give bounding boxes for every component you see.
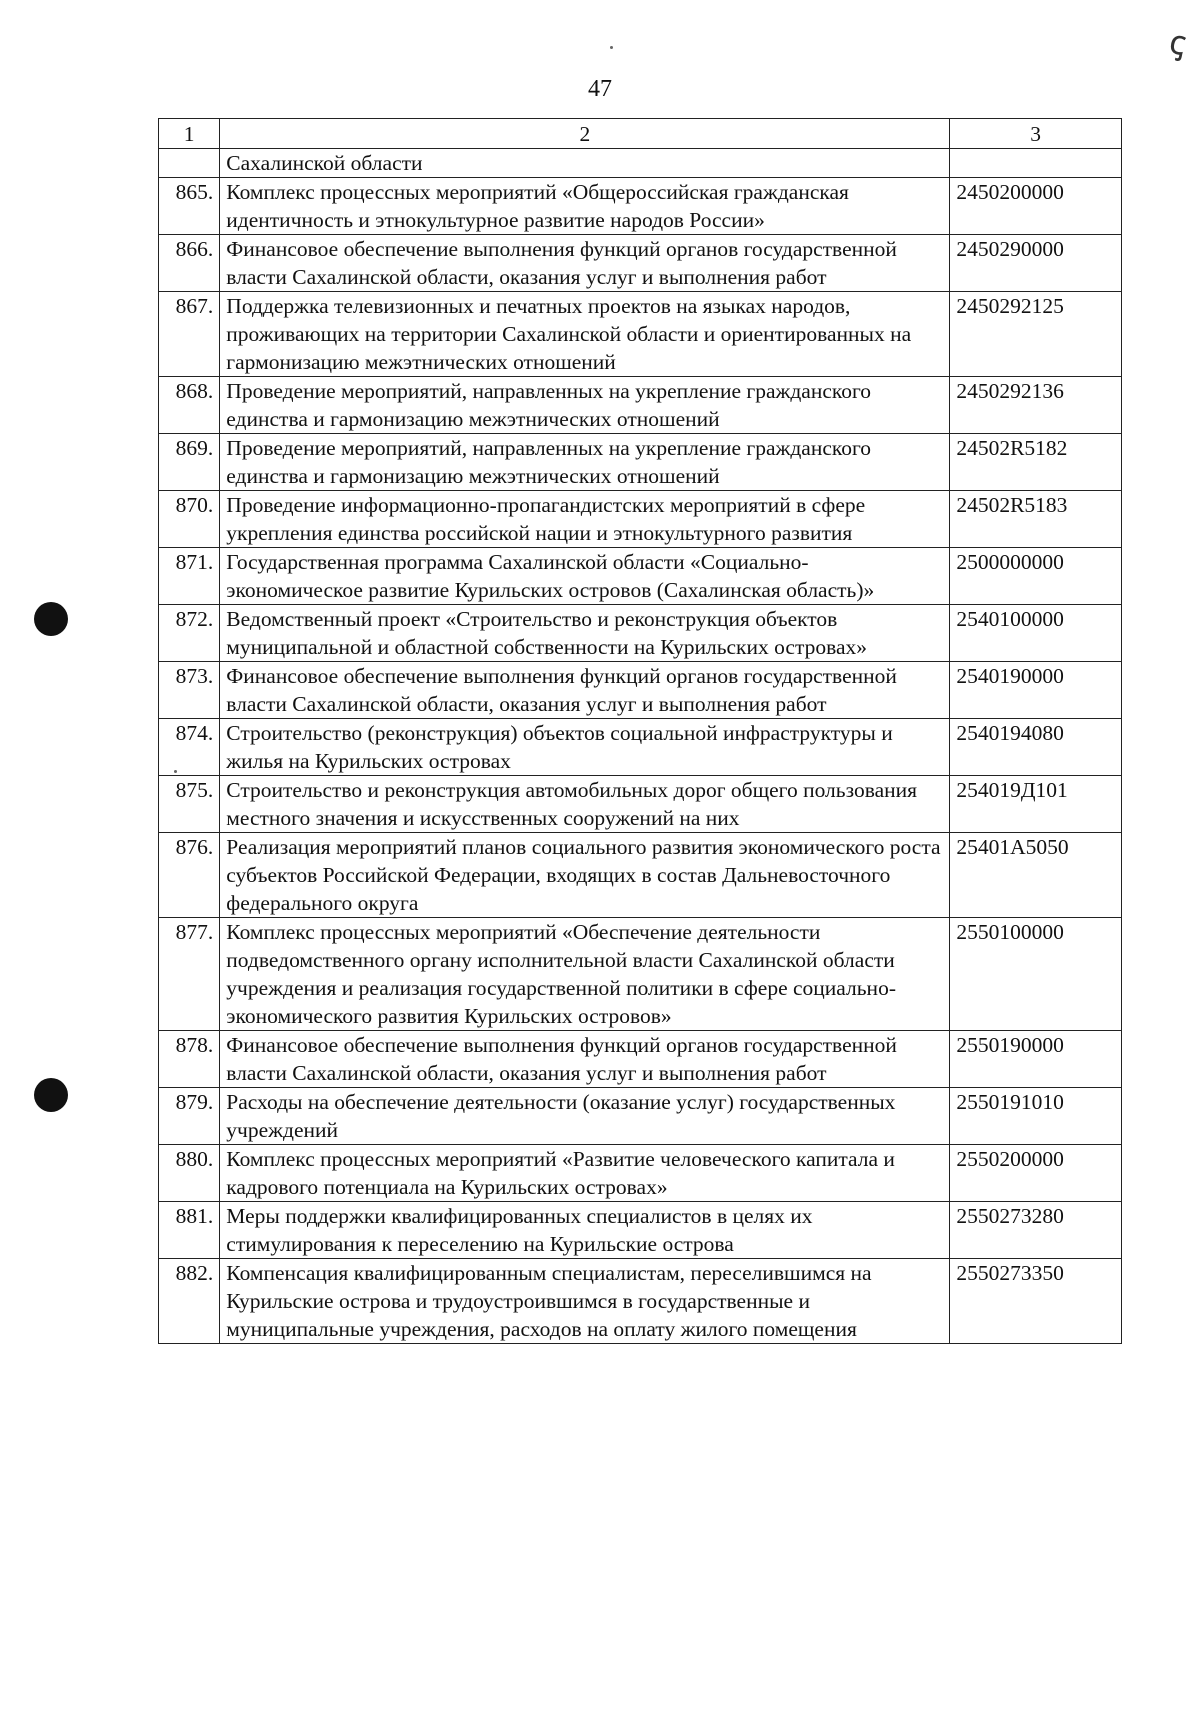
table-row [159, 1088, 1122, 1145]
table-body [159, 149, 1122, 1344]
row-number: 865. [159, 178, 220, 235]
header-col-code: 3 [950, 119, 1122, 149]
handwritten-mark: ꞔ [1165, 23, 1190, 64]
table-row [159, 1031, 1122, 1088]
table-row [159, 1145, 1122, 1202]
row-name: Меры поддержки квалифицированных специалистов в целях их стимулирования к переселению на Курильские острова [220, 1202, 950, 1259]
row-name: Комплекс процессных мероприятий «Обеспечение деятельности подведомственного органу исполнительной власти Сахалинской области учреждения и реализация государственной политики в сфере социально-экономического развития Курильских островов» [220, 918, 950, 1031]
row-number: 875. [159, 776, 220, 833]
row-code [950, 149, 1122, 178]
table-row [159, 918, 1122, 1031]
table-row [159, 605, 1122, 662]
table-header-row [159, 119, 1122, 149]
row-name: Расходы на обеспечение деятельности (оказание услуг) государственных учреждений [220, 1088, 950, 1145]
row-code: 2500000000 [950, 548, 1122, 605]
row-name: Проведение мероприятий, направленных на укрепление гражданского единства и гармонизацию межэтнических отношений [220, 377, 950, 434]
table-row [159, 1259, 1122, 1344]
table-row [159, 377, 1122, 434]
row-number: 881. [159, 1202, 220, 1259]
row-code: 2540100000 [950, 605, 1122, 662]
row-code: 2550200000 [950, 1145, 1122, 1202]
row-code: 2450292136 [950, 377, 1122, 434]
row-code: 2550100000 [950, 918, 1122, 1031]
row-number: 876. [159, 833, 220, 918]
page-number: 47 [588, 76, 612, 102]
row-number [159, 149, 220, 178]
row-number: 867. [159, 292, 220, 377]
row-number: 877. [159, 918, 220, 1031]
row-name: Комплекс процессных мероприятий «Развитие человеческого капитала и кадрового потенциала на Курильских островах» [220, 1145, 950, 1202]
row-name: Финансовое обеспечение выполнения функций органов государственной власти Сахалинской области, оказания услуг и выполнения работ [220, 235, 950, 292]
row-number: 868. [159, 377, 220, 434]
row-number: 871. [159, 548, 220, 605]
row-number: 878. [159, 1031, 220, 1088]
row-number: 879. [159, 1088, 220, 1145]
row-code: 2540194080 [950, 719, 1122, 776]
row-name: Сахалинской области [220, 149, 950, 178]
row-code: 2540190000 [950, 662, 1122, 719]
row-code: 25401A5050 [950, 833, 1122, 918]
row-code: 2450292125 [950, 292, 1122, 377]
table-row [159, 434, 1122, 491]
table-row [159, 662, 1122, 719]
table-row [159, 491, 1122, 548]
table-row [159, 719, 1122, 776]
row-number: 874. [159, 719, 220, 776]
row-code: 2550273350 [950, 1259, 1122, 1344]
scan-speck [610, 46, 613, 49]
row-name: Компенсация квалифицированным специалистам, переселившимся на Курильские острова и трудоустроившимся в государственные и муниципальные учреждения, расходов на оплату жилого помещения [220, 1259, 950, 1344]
table-row [159, 178, 1122, 235]
table-row [159, 833, 1122, 918]
row-name: Государственная программа Сахалинской области «Социально-экономическое развитие Курильских островов (Сахалинская область)» [220, 548, 950, 605]
document-table [158, 118, 1122, 1344]
row-name: Строительство и реконструкция автомобильных дорог общего пользования местного значения и искусственных сооружений на них [220, 776, 950, 833]
row-number: 869. [159, 434, 220, 491]
row-number: 880. [159, 1145, 220, 1202]
row-number: 882. [159, 1259, 220, 1344]
row-number: 872. [159, 605, 220, 662]
header-col-name: 2 [220, 119, 950, 149]
row-code: 24502R5183 [950, 491, 1122, 548]
table-row [159, 776, 1122, 833]
row-code: 2550273280 [950, 1202, 1122, 1259]
row-number: 870. [159, 491, 220, 548]
punch-hole-upper [34, 602, 68, 636]
row-number: 866. [159, 235, 220, 292]
row-name: Реализация мероприятий планов социального развития экономического роста субъектов Российской Федерации, входящих в состав Дальневосточного федерального округа [220, 833, 950, 918]
row-code: 2450290000 [950, 235, 1122, 292]
row-name: Финансовое обеспечение выполнения функций органов государственной власти Сахалинской области, оказания услуг и выполнения работ [220, 662, 950, 719]
table-row [159, 149, 1122, 178]
row-code: 2550191010 [950, 1088, 1122, 1145]
punch-hole-lower [34, 1078, 68, 1112]
table-row [159, 1202, 1122, 1259]
header-col-number: 1 [159, 119, 220, 149]
row-name: Строительство (реконструкция) объектов социальной инфраструктуры и жилья на Курильских островах [220, 719, 950, 776]
row-name: Финансовое обеспечение выполнения функций органов государственной власти Сахалинской области, оказания услуг и выполнения работ [220, 1031, 950, 1088]
row-code: 254019Д101 [950, 776, 1122, 833]
table-row [159, 292, 1122, 377]
table-row [159, 548, 1122, 605]
row-name: Комплекс процессных мероприятий «Общероссийская гражданская идентичность и этнокультурное развитие народов России» [220, 178, 950, 235]
table-row [159, 235, 1122, 292]
row-number: 873. [159, 662, 220, 719]
row-name: Проведение информационно-пропагандистских мероприятий в сфере укрепления единства российской нации и этнокультурного развития [220, 491, 950, 548]
row-code: 2450200000 [950, 178, 1122, 235]
row-name: Ведомственный проект «Строительство и реконструкция объектов муниципальной и областной собственности на Курильских островах» [220, 605, 950, 662]
row-code: 2550190000 [950, 1031, 1122, 1088]
row-name: Поддержка телевизионных и печатных проектов на языках народов, проживающих на территории Сахалинской области и ориентированных на гармонизацию межэтнических отношений [220, 292, 950, 377]
row-name: Проведение мероприятий, направленных на укрепление гражданского единства и гармонизацию межэтнических отношений [220, 434, 950, 491]
row-code: 24502R5182 [950, 434, 1122, 491]
